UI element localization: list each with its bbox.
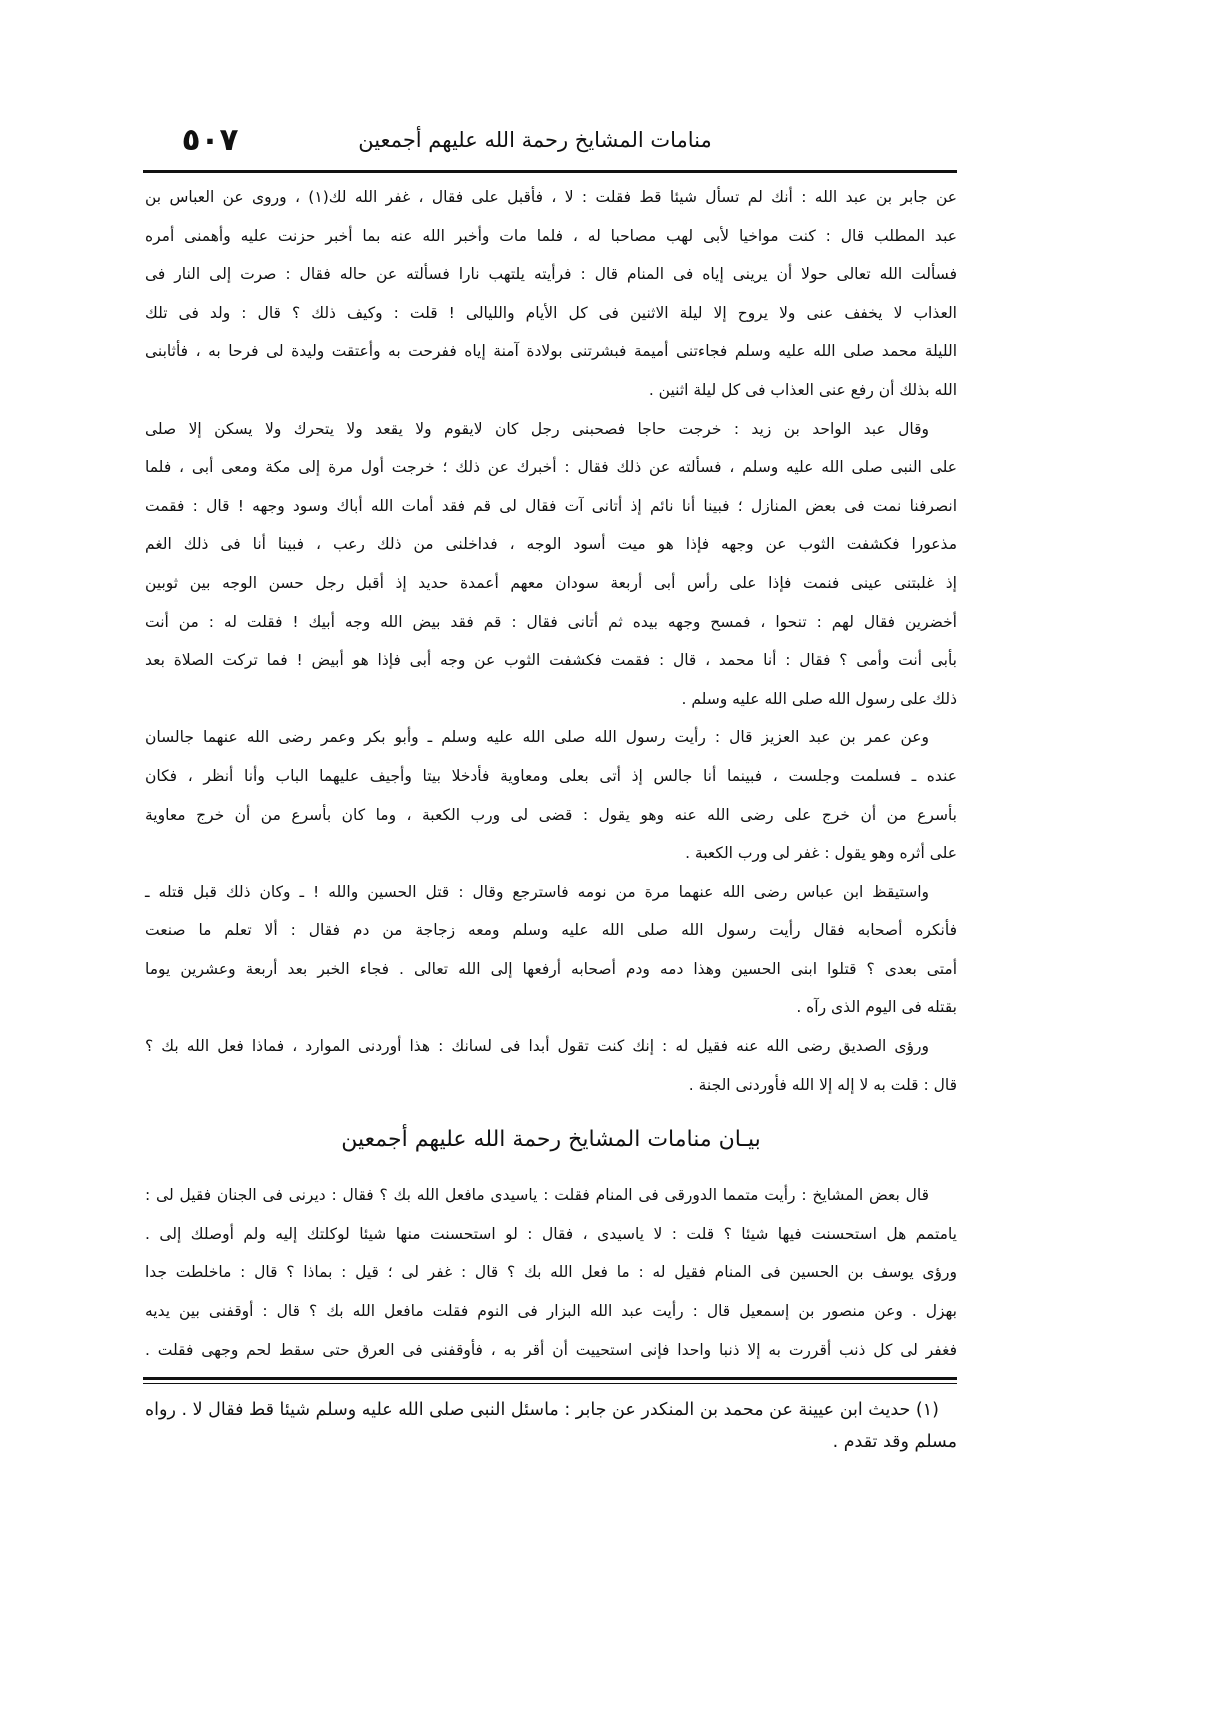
main-text [145,178,957,1369]
text-line: ذلك على رسول الله صلى الله عليه وسلم . [681,689,957,708]
text-line: إذ غلبتنى عينى فنمت فإذا على رأس أبى أربعة سودان معهم أعمدة حديد إذ أقبل رجل حسن الوجه بين ثوبين [145,573,957,592]
text-line: واستيقظ ابن عباس رضى الله عنهما مرة من نومه فاسترجع وقال : قتل الحسين والله ! ـ وكان ذلك قبل قتله ـ [145,882,929,901]
text-line: الليلة محمد صلى الله عليه وسلم فجاءتنى أميمة فبشرتنى بولادة آمنة إياه ففرحت به وأعتقت وليدة لى فرحا به ، فأثابنى [145,342,957,361]
footnotes [145,1394,957,1458]
header-rule [143,170,957,173]
text-line: مذعورا فكشفت الثوب عن وجهه فإذا هو ميت أسود الوجه ، فداخلنى من ذلك رعب ، فبينا أنا فى ذلك الغم [145,535,957,554]
paragraph [145,178,957,410]
text-line: عنده ـ فسلمت وجلست ، فبينما أنا جالس إذ أتى بعلى ومعاوية فأدخلا بيتا وأجيف عليهما الباب وأنا أنظر ، فكان [145,766,957,785]
text-line: الله بذلك أن رفع عنى العذاب فى كل ليلة اثنين . [648,380,957,399]
text-line: أخضرين فقال لهم : تنحوا ، فمسح وجهه بيده ثم أتانى فقال : قم فقد بيض الله وجه أبيك ! فقلت له : من أنت [145,612,957,631]
text-line: على أثره وهو يقول : غفر لى ورب الكعبة . [685,844,957,863]
paragraph [145,410,957,719]
text-line: العذاب لا يخفف عنى ولا يروح إلا ليلة الاثنين فى كل الأيام والليالى ! قلت : وكيف ذلك ؟ قال : ولد فى تلك [145,303,957,322]
text-line: فأنكره أصحابه فقال رأيت رسول الله صلى الله عليه وسلم ومعه زجاجة من دم فقال : ألا تعلم ما صنعت [145,921,957,940]
text-line: يامتمم هل استحسنت فيها شيئا ؟ قلت : لا ياسيدى ، فقال : لو استحسنت منها شيئا لوكلتك إليه ولم أوصلك إلى . [145,1224,957,1243]
page-number: ٥٠٧ [181,122,239,158]
text-line: على النبى صلى الله عليه وسلم ، فسألته عن ذلك فقال : أخبرك عن ذلك ؛ خرجت أول مرة إلى مكة ومعى أبى ، فلما [145,458,957,477]
paragraph [145,1027,957,1104]
text-line: بأبى أنت وأمى ؟ فقال : أنا محمد ، قال : فقمت فكشفت الثوب عن وجه أبى فإذا هو أبيض ! فما تركت الصلاة بعد [145,651,957,670]
text-line: وقال عبد الواحد بن زيد : خرجت حاجا فصحبنى رجل كان لايقوم ولا يقعد ولا يتحرك ولا يسكن إلا صلى [145,419,929,438]
paragraph [145,718,957,872]
text-line: أمتى بعدى ؟ قتلوا ابنى الحسين وهذا دمه ودم أصحابه أرفعها إلى الله تعالى . فجاء الخبر بعد أربعة وعشرين يوما [145,959,957,978]
paragraph [145,1176,957,1369]
text-line: انصرفنا نمت فى بعض المنازل ؛ فبينا أنا نائم إذ أتانى آت فقال لى قم فقد أمات الله أباك وسود وجهه ! قال : فقمت [145,496,957,515]
text-line: وعن عمر بن عبد العزيز قال : رأيت رسول الله صلى الله عليه وسلم ـ وأبو بكر وعمر رضى الله عنهما جالسان [145,728,929,747]
text-line: عبد المطلب قال : كنت مواخيا لأبى لهب مصاحبا له ، فلما مات وأخبر الله عنه بما أخبر حزنت عليه وأهمنى أمره [145,226,957,245]
text-line: فغفر لى كل ذنب أقررت به إلا ذنبا واحدا فإنى استحييت أن أقر به ، فأوقفنى فى العرق حتى سقط لحم وجهى فقلت . [145,1340,957,1359]
text-line: قال بعض المشايخ : رأيت متمما الدورقى فى المنام فقلت : ياسيدى مافعل الله بك ؟ فقال : ديرنى فى الجنان فقيل لى : [145,1186,929,1205]
section-heading: بيـان منامات المشايخ رحمة الله عليهم أجمعين [341,1127,761,1153]
footnote-line: (١) حديث ابن عيينة عن محمد بن المنكدر عن جابر : ماسئل النبى صلى الله عليه وسلم شيئا قط فقال لا . رواه [145,1400,939,1420]
paragraph [145,873,957,1027]
running-header-title: منامات المشايخ رحمة الله عليهم أجمعين [358,128,712,152]
text-line: بقتله فى اليوم الذى رآه . [796,998,957,1017]
text-line: عن جابر بن عبد الله : أنك لم تسأل شيئا قط فقلت : لا ، فأقبل على فقال ، غفر الله لك(١) ، وروى عن العباس بن [145,188,957,206]
text-line: فسألت الله تعالى حولا أن يرينى إياه فى المنام قال : فرأيته يلتهب نارا فسألته عن حاله فقال : صرت إلى النار فى [145,265,957,284]
text-line: بأسرع من أن خرج على رضى الله عنه وهو يقول : قضى لى ورب الكعبة ، وما كان بأسرع من أن خرج معاوية [145,805,957,824]
footnote-separator-rule [143,1377,957,1384]
text-line: ورؤى الصديق رضى الله عنه فقيل له : إنك كنت تقول أبدا فى لسانك : هذا أوردنى الموارد ، فماذا فعل الله بك ؟ [145,1037,929,1056]
text-line: ورؤى يوسف بن الحسين فى المنام فقيل له : ما فعل الله بك ؟ قال : غفر لى ؛ قيل : بماذا ؟ قال : ماخلطت جدا [145,1263,957,1282]
footnote-line: مسلم وقد تقدم . [832,1432,957,1452]
text-line: بهزل . وعن منصور بن إسمعيل قال : رأيت عبد الله البزار فى النوم فقلت مافعل الله بك ؟ قال : أوقفنى بين يديه [145,1302,957,1321]
text-line: قال : قلت به لا إله إلا الله فأوردنى الجنة . [688,1075,957,1094]
